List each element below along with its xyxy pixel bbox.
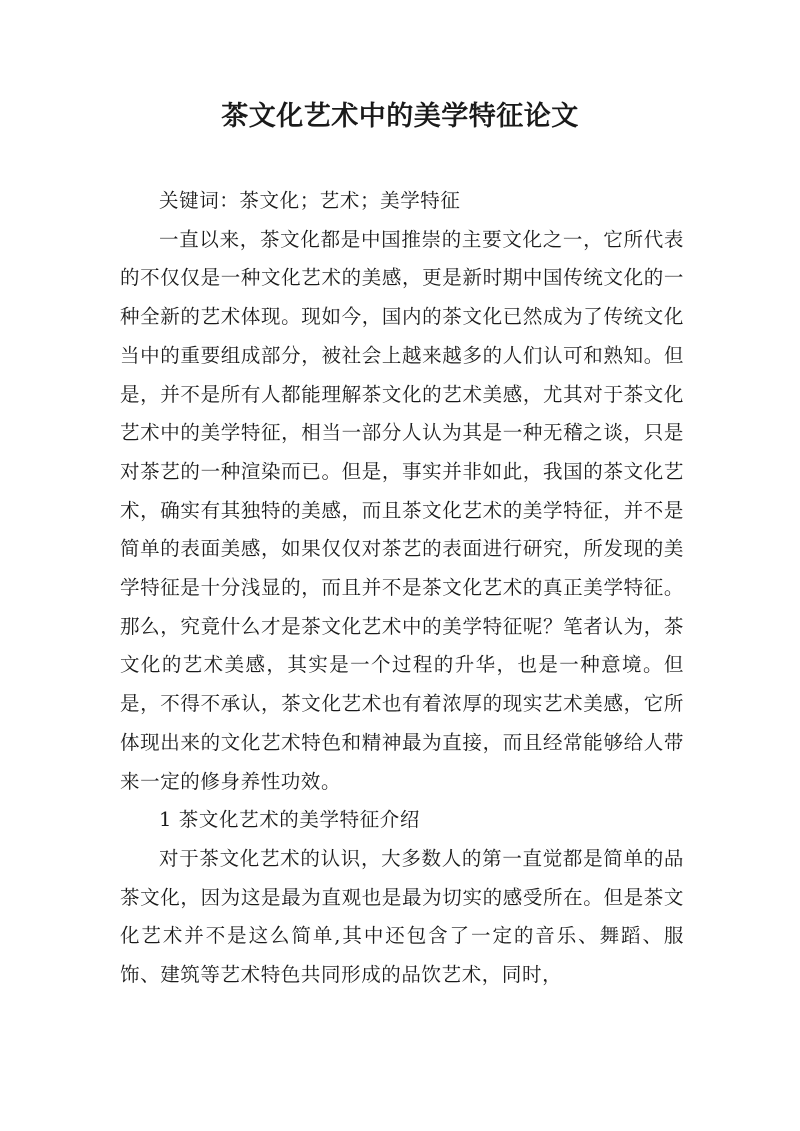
document-body	[120, 182, 684, 995]
keywords-paragraph: 关键词：茶文化；艺术；美学特征	[159, 189, 461, 212]
intro-paragraph: 一直以来，茶文化都是中国推崇的主要文化之一，它所代表的不仅仅是一种文化艺术的美感，更是新时期中国传统文化的一种全新的艺术体现。现如今，国内的茶文化已然成为了传统文化当中的重要组成部分，被社会上越来越多的人们认可和熟知。但是，并不是所有人都能理解茶文化的艺术美感，尤其对于茶文化艺术中的美学特征，相当一部分人认为其是一种无稽之谈，只是对茶艺的一种渲染而已。但是，事实并非如此，我国的茶文化艺术，确实有其独特的美感，而且茶文化艺术的美学特征，并不是简单的表面美感，如果仅仅对茶艺的表面进行研究，所发现的美学特征是十分浅显的，而且并不是茶文化艺术的真正美学特征。那么，究竟什么才是茶文化艺术中的美学特征呢？笔者认为，茶文化的艺术美感，其实是一个过程的升华，也是一种意境。但是，不得不承认，茶文化艺术也有着浓厚的现实艺术美感，它所体现出来的文化艺术特色和精神最为直接，而且经常能够给人带来一定的修身养性功效。	[120, 227, 684, 793]
document-title: 茶文化艺术中的美学特征论文	[221, 101, 579, 132]
section-heading: 1 茶文化艺术的美学特征介绍	[159, 808, 421, 832]
section-paragraph: 对于茶文化艺术的认识，大多数人的第一直觉都是简单的品茶文化，因为这是最为直观也是最为切实的感受所在。但是茶文化艺术并不是这么简单,其中还包含了一定的音乐、舞蹈、服饰、建筑等艺术特色共同形成的品饮艺术，同时，	[120, 846, 684, 987]
